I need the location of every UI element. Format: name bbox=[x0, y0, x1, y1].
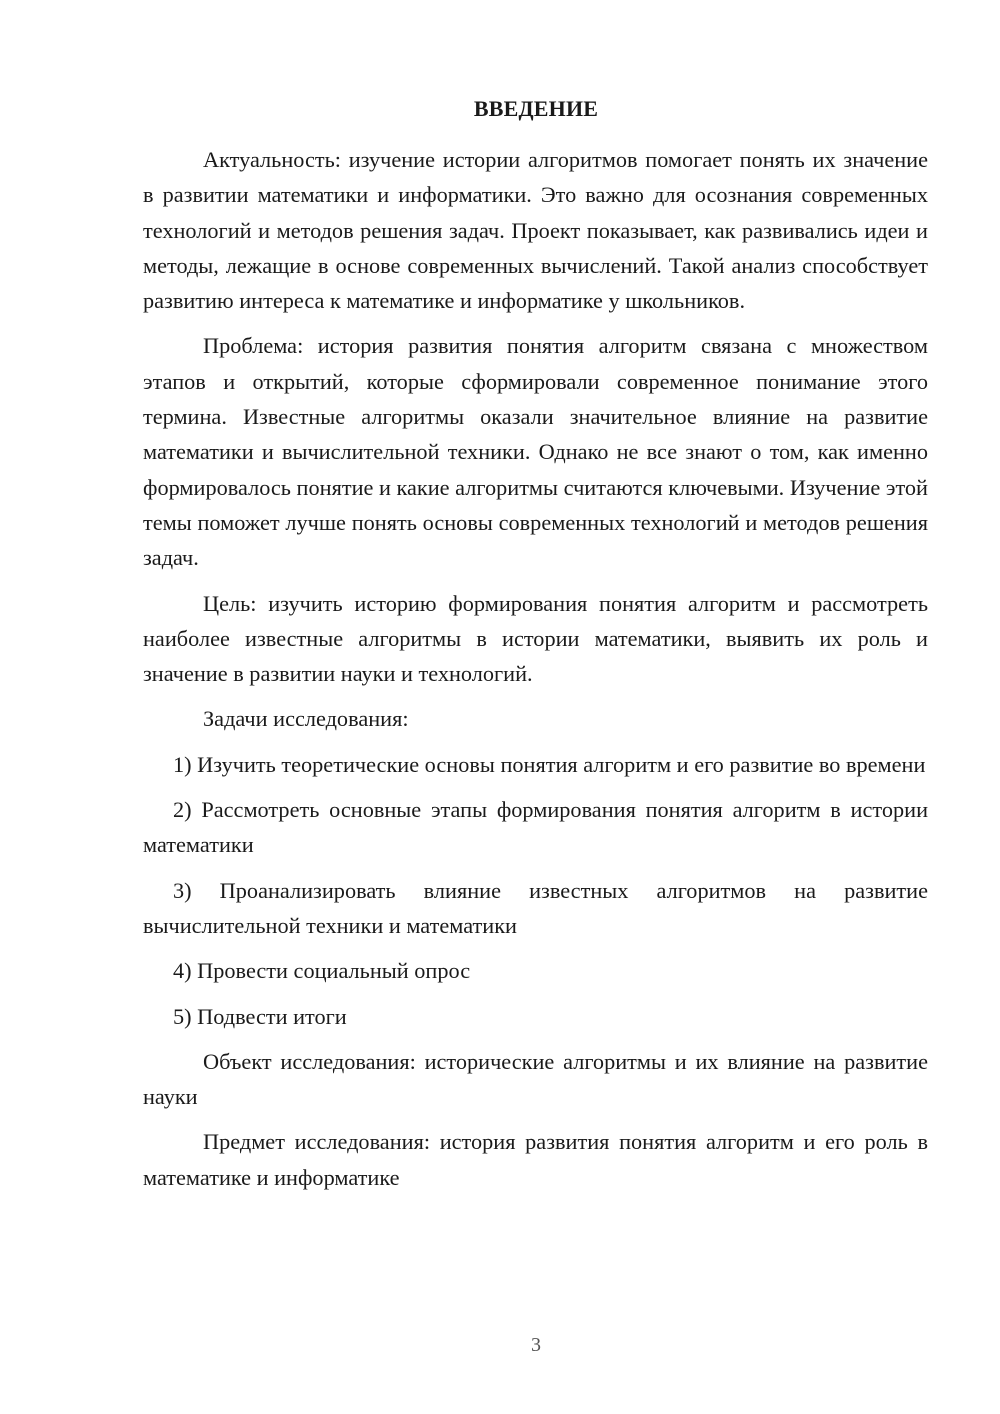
document-body bbox=[143, 142, 928, 1195]
tasks-heading: Задачи исследования: bbox=[203, 706, 409, 732]
page-title: ВВЕДЕНИЕ bbox=[473, 96, 599, 121]
task-item-3: 3) Проанализировать влияние известных алгоритмов на развитие вычислительной техники и математики bbox=[143, 877, 928, 938]
paragraph-problem: Проблема: история развития понятия алгоритм связана с множеством этапов и открытий, которые сформировали современное понимание этого термина. Известные алгоритмы оказали значительное влияние на развитие математики и вычислительной техники. Однако не все знают о том, как именно формировалось понятие и какие алгоритмы считаются ключевыми. Изучение этой темы поможет лучше понять основы современных технологий и методов решения задач. bbox=[143, 333, 928, 571]
task-item-4: 4) Провести социальный опрос bbox=[173, 958, 471, 984]
task-item-2: 2) Рассмотреть основные этапы формирования понятия алгоритм в истории математики bbox=[143, 797, 928, 858]
paragraph-object: Объект исследования: исторические алгоритмы и их влияние на развитие науки bbox=[143, 1048, 928, 1110]
paragraph-goal: Цель: изучить историю формирования понятия алгоритм и рассмотреть наиболее известные алгоритмы в истории математики, выявить их роль и значение в развитии науки и технологий. bbox=[143, 590, 928, 687]
paragraph-subject: Предмет исследования: история развития понятия алгоритм и его роль в математике и информатике bbox=[143, 1129, 928, 1190]
task-item-5: 5) Подвести итоги bbox=[173, 1003, 347, 1029]
paragraph-relevance: Актуальность: изучение истории алгоритмов помогает понять их значение в развитии математики и информатики. Это важно для осознания современных технологий и методов решения задач. Проект показывает, как развивались идеи и методы, лежащие в основе современных вычислений. Такой анализ способствует развитию интереса к математике и информатике у школьников. bbox=[143, 147, 928, 314]
page-number: 3 bbox=[531, 1334, 541, 1356]
task-item-1: 1) Изучить теоретические основы понятия алгоритм и его развитие во времени bbox=[173, 751, 926, 777]
